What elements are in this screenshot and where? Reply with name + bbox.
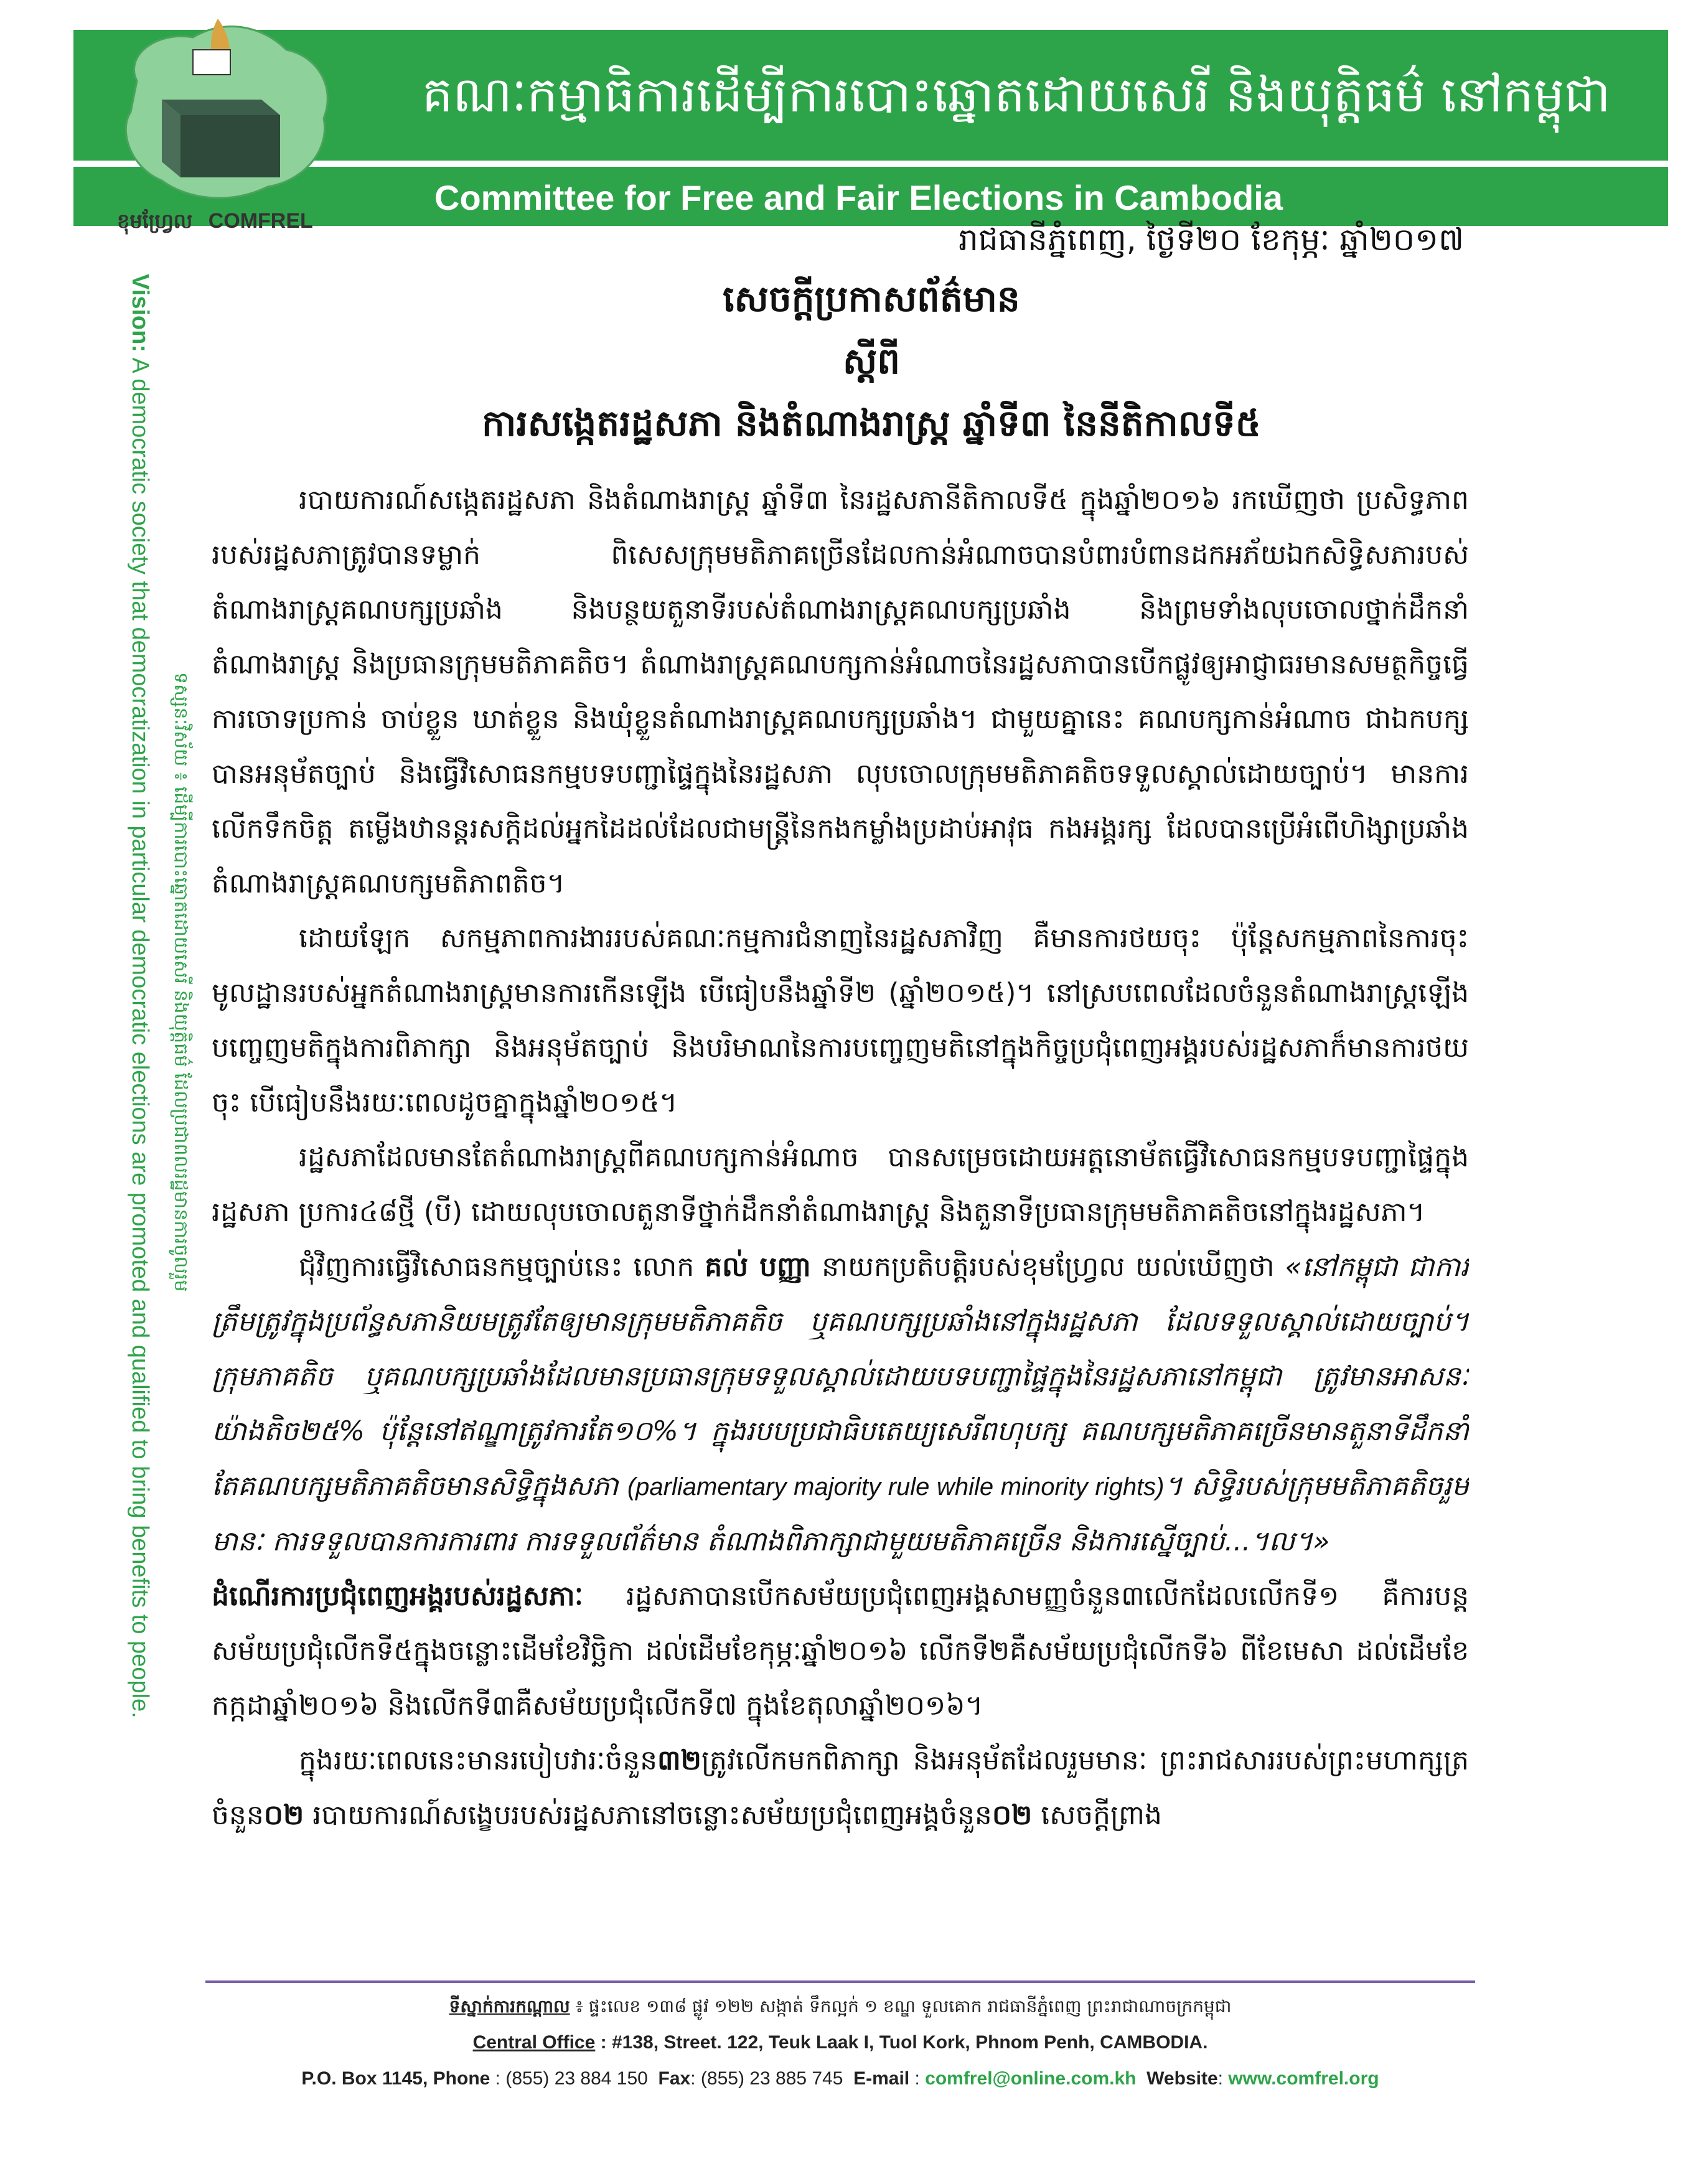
paragraph-3: រដ្ឋសភាដែលមានតែតំណាងរាស្ត្រពីគណបក្សកាន់អំណាច បានសម្រេចដោយអត្តនោម័តធ្វើវិសោធនកម្មបទបញ្ជាផ្ទៃក្នុងរដ្ឋសភា ប្រការ៤៨ថ្មី (បី) ដោយលុបចោលតួនាទីថ្នាក់ដឹកនាំតំណាងរាស្ត្រ និងតួនាទីប្រធានក្រុមមតិភាគតិចនៅក្នុងរដ្ឋសភា។ — [212, 1141, 1469, 1228]
org-name-english: Committee for Free and Fair Elections in Cambodia — [434, 178, 1283, 217]
paragraph-4-lead: ជុំវិញការធ្វើវិសោធនកម្មច្បាប់នេះ លោក — [299, 1251, 705, 1283]
footer-divider — [205, 1980, 1475, 1983]
footer-email-link[interactable]: comfrel@online.com.kh — [925, 2068, 1137, 2089]
paragraph-5-text: រដ្ឋសភាបានបើកសម័យប្រជុំពេញអង្គសាមញ្ញចំនួន៣លើកដែលលើកទី១ គឺការបន្តសម័យប្រជុំលើកទី៥ក្នុងចន្លោះដើមខែវិច្ឆិកា ដល់ដើមខែកុម្ភៈឆ្នាំ២០១៦ លើកទី២គឺសម័យប្រជុំលើកទី៦ ពីខែមេសា ដល់ដើមខែកក្កដាឆ្នាំ២០១៦ និងលើកទី៣គឺសម័យប្រជុំលើកទី៧ ក្នុងខែតុលាឆ្នាំ២០១៦។ — [212, 1580, 1469, 1722]
document-body — [212, 473, 1469, 1942]
title-line-2: ស្តីពី — [842, 340, 901, 382]
logo-caption-english: COMFREL — [208, 209, 313, 233]
footer-website-link[interactable]: www.comfrel.org — [1228, 2068, 1379, 2089]
agenda-count: ៣២ — [657, 1745, 701, 1776]
vision-label: Vision: — [127, 274, 153, 352]
footer-label-khmer: ទីស្នាក់ការកណ្តាល — [449, 1996, 570, 2017]
royal-message-count: ០២ — [263, 1799, 304, 1831]
executive-name: គល់ បញ្ញា — [705, 1251, 812, 1283]
paragraph-6-a: ក្នុងរយៈពេលនេះមានរបៀបវារៈចំនួន — [299, 1745, 657, 1776]
document-titles — [249, 268, 1494, 454]
document-date: រាជធានីភ្នំពេញ, ថ្ងៃទី២០ ខែកុម្ភៈ ឆ្នាំ២០១៧ — [959, 222, 1464, 258]
comfrel-logo — [100, 6, 349, 212]
footer — [124, 1989, 1556, 2097]
paragraph-4-mid: នាយកប្រតិបត្តិរបស់ខុមហ្វ្រែល យល់ឃើញថា — [811, 1251, 1285, 1283]
paragraph-6-c: ត្រូវលើកមកពិភាក្សា និងអនុម័តដែលរួមមានៈ ព្រះរាជសាររបស់ព្រះមហាក្សត្រចំនួន — [212, 1745, 1469, 1831]
paragraph-6 — [212, 1733, 1469, 1843]
paragraph-2: ដោយឡែក សកម្មភាពការងាររបស់គណៈកម្មការជំនាញនៃរដ្ឋសភាវិញ គឺមានការថយចុះ ប៉ុន្តែសកម្មភាពនៃការចុះមូលដ្ឋានរបស់អ្នកតំណាងរាស្ត្រមានការកើនឡើង បើធៀបនឹងឆ្នាំទី២ (ឆ្នាំ២០១៥)។ នៅស្របពេលដែលចំនួនតំណាងរាស្ត្រឡើងបញ្ចេញមតិក្នុងការពិភាក្សា និងអនុម័តច្បាប់ និងបរិមាណនៃការបញ្ចេញមតិនៅក្នុងកិច្ចប្រជុំពេញអង្គរបស់រដ្ឋសភាក៏មានការថយចុះ បើធៀបនឹងរយៈពេលដូចគ្នាក្នុងឆ្នាំ២០១៥។ — [212, 922, 1469, 1118]
paragraph-4 — [212, 1240, 1469, 1569]
footer-phone: : (855) 23 884 150 — [490, 2068, 648, 2089]
quote-english: (parliamentary majority rule while minority rights) — [627, 1473, 1165, 1501]
paragraph-6-e: របាយការណ៍សង្ខេបរបស់រដ្ឋសភានៅចន្លោះសម័យប្រជុំពេញអង្គចំនួន — [304, 1799, 992, 1831]
footer-website-label: Website — [1146, 2068, 1218, 2089]
vision-statement — [118, 274, 162, 1842]
paragraph-1: របាយការណ៍សង្កេតរដ្ឋសភា និងតំណាងរាស្ត្រ ឆ្នាំទី៣ នៃរដ្ឋសភានីតិកាលទី៥ ក្នុងឆ្នាំ២០១៦ រកឃើញថា ប្រសិទ្ធភាពរបស់រដ្ឋសភាត្រូវបានទម្លាក់ ពិសេសក្រុមមតិភាគច្រើនដែលកាន់អំណាចបានបំពារបំពានដកអភ័យឯកសិទ្ធិសភារបស់តំណាងរាស្ត្រគណបក្សប្រឆាំង និងបន្ថយតួនាទីរបស់តំណាងរាស្ត្រគណបក្សប្រឆាំង និងព្រមទាំងលុបចោលថ្នាក់ដឹកនាំតំណាងរាស្ត្រ និងប្រធានក្រុមមតិភាគតិច។ តំណាងរាស្ត្រគណបក្សកាន់អំណាចនៃរដ្ឋសភាបានបើកផ្លូវឲ្យអាជ្ញាធរមានសមត្ថកិច្ចធ្វើការចោទប្រកាន់ ចាប់ខ្លួន ឃាត់ខ្លួន និងឃុំខ្លួនតំណាងរាស្ត្រគណបក្សប្រឆាំង។ ជាមួយគ្នានេះ គណបក្សកាន់អំណាច ជាឯកបក្ស បានអនុម័តច្បាប់ និងធ្វើវិសោធនកម្មបទបញ្ជាផ្ទៃក្នុងនៃរដ្ឋសភា លុបចោលក្រុមមតិភាគតិចទទួលស្គាល់ដោយច្បាប់។ មានការលើកទឹកចិត្ត តម្លើងឋានន្តរសក្តិដល់អ្នកដៃដល់ដែលជាមន្ត្រីនៃកងកម្លាំងប្រដាប់អាវុធ កងអង្គរក្ស ដែលបានប្រើអំពើហិង្សាប្រឆាំងតំណាងរាស្ត្រគណបក្សមតិភាពតិច។ — [212, 484, 1469, 899]
footer-address-khmer — [124, 1989, 1556, 2025]
logo-caption — [117, 205, 313, 237]
quote-text: «នៅកម្ពុជា ជាការត្រឹមត្រូវក្នុងប្រព័ន្ធសភានិយមត្រូវតែឲ្យមានក្រុមមតិភាគតិច ឬគណបក្សប្រឆាំងនៅក្នុងរដ្ឋសភា ដែលទទួលស្គាល់ដោយច្បាប់។ ក្រុមភាគតិច ឬគណបក្សប្រឆាំងដែលមានប្រធានក្រុមទទួលស្គាល់ដោយបទបញ្ជាផ្ទៃក្នុងនៃរដ្ឋសភានៅកម្ពុជា ត្រូវមានអាសនៈយ៉ាងតិច២៥% ប៉ុន្តែនៅឥណ្ឌាត្រូវការតែ១០%។ ក្នុងរបបប្រជាធិបតេយ្យសេរីពហុបក្ស គណបក្សមតិភាគច្រើនមានតួនាទីដឹកនាំ តែគណបក្សមតិភាគតិចមានសិទ្ធិក្នុងសភា — [212, 1251, 1469, 1502]
title-line-1: សេចក្តីប្រកាសព័ត៌មាន — [723, 278, 1020, 320]
footer-fax: : (855) 23 885 745 — [690, 2068, 843, 2089]
footer-email-label: E-mail — [853, 2068, 910, 2089]
vision-text: A democratic society that democratization in particular democratic elections are promoted and qualified to bring benefits to people. — [127, 357, 153, 1718]
footer-address-khmer-text: ៖ ផ្ទះលេខ ១៣៨ ផ្លូវ ១២២ សង្កាត់ ទឹកល្អក់ ១ ខណ្ឌ ទួលគោក រាជធានីភ្នំពេញ ព្រះរាជាណាចក្រកម្ពុជា — [570, 1996, 1232, 2017]
paragraph-6-g: សេចក្តីព្រាង — [1032, 1799, 1162, 1831]
footer-address-english — [124, 2025, 1556, 2061]
footer-address-english-text: : #138, Street. 122, Teuk Laak I, Tuol Kork, Phnom Penh, CAMBODIA. — [595, 2032, 1208, 2053]
vision-statement-khmer: ទស្សនៈវិស័យ ៖ ដើម្បីការបោះឆ្នោតដោយសេរី និងយុត្តិធម៌ ដែលប្រជាពលរដ្ឋមានការចូលរួម — [170, 672, 192, 1292]
logo-caption-khmer: ខុមហ្វ្រែល — [117, 210, 193, 232]
footer-fax-label: Fax — [658, 2068, 691, 2089]
footer-pobox: P.O. Box 1145, — [301, 2068, 428, 2089]
report-count: ០២ — [992, 1799, 1033, 1831]
footer-contacts: P.O. Box 1145, Phone : (855) 23 884 150 Fax: (855) 23 885 745 E-mail : comfrel@online.com.kh Website: www.comfrel.org — [301, 2068, 1379, 2089]
section-heading: ដំណើរការប្រជុំពេញអង្គរបស់រដ្ឋសភាៈ — [212, 1580, 583, 1612]
quote-end: ។ សិទ្ធិរបស់ក្រុមមតិភាគតិចរួមមានៈ ការទទួលបានការការពារ ការទទួលព័ត៌មាន តំណាងពិភាក្សាជាមួយមតិភាគច្រើន និងការស្នើច្បាប់...។ល។» — [212, 1470, 1469, 1557]
footer-label-english: Central Office — [472, 2032, 596, 2053]
footer-phone-label: Phone — [433, 2068, 490, 2089]
paragraph-5 — [212, 1569, 1469, 1733]
map-ballot-icon — [100, 6, 349, 212]
title-line-3: ការសង្កេតរដ្ឋសភា និងតំណាងរាស្ត្រ ឆ្នាំទី៣ នៃនីតិកាលទី៥ — [482, 402, 1261, 444]
org-name-khmer: គណៈកម្មាធិការដើម្បីការបោះឆ្នោតដោយសេរី និងយុត្តិធម៌ នៅកម្ពុជា — [422, 67, 1611, 123]
